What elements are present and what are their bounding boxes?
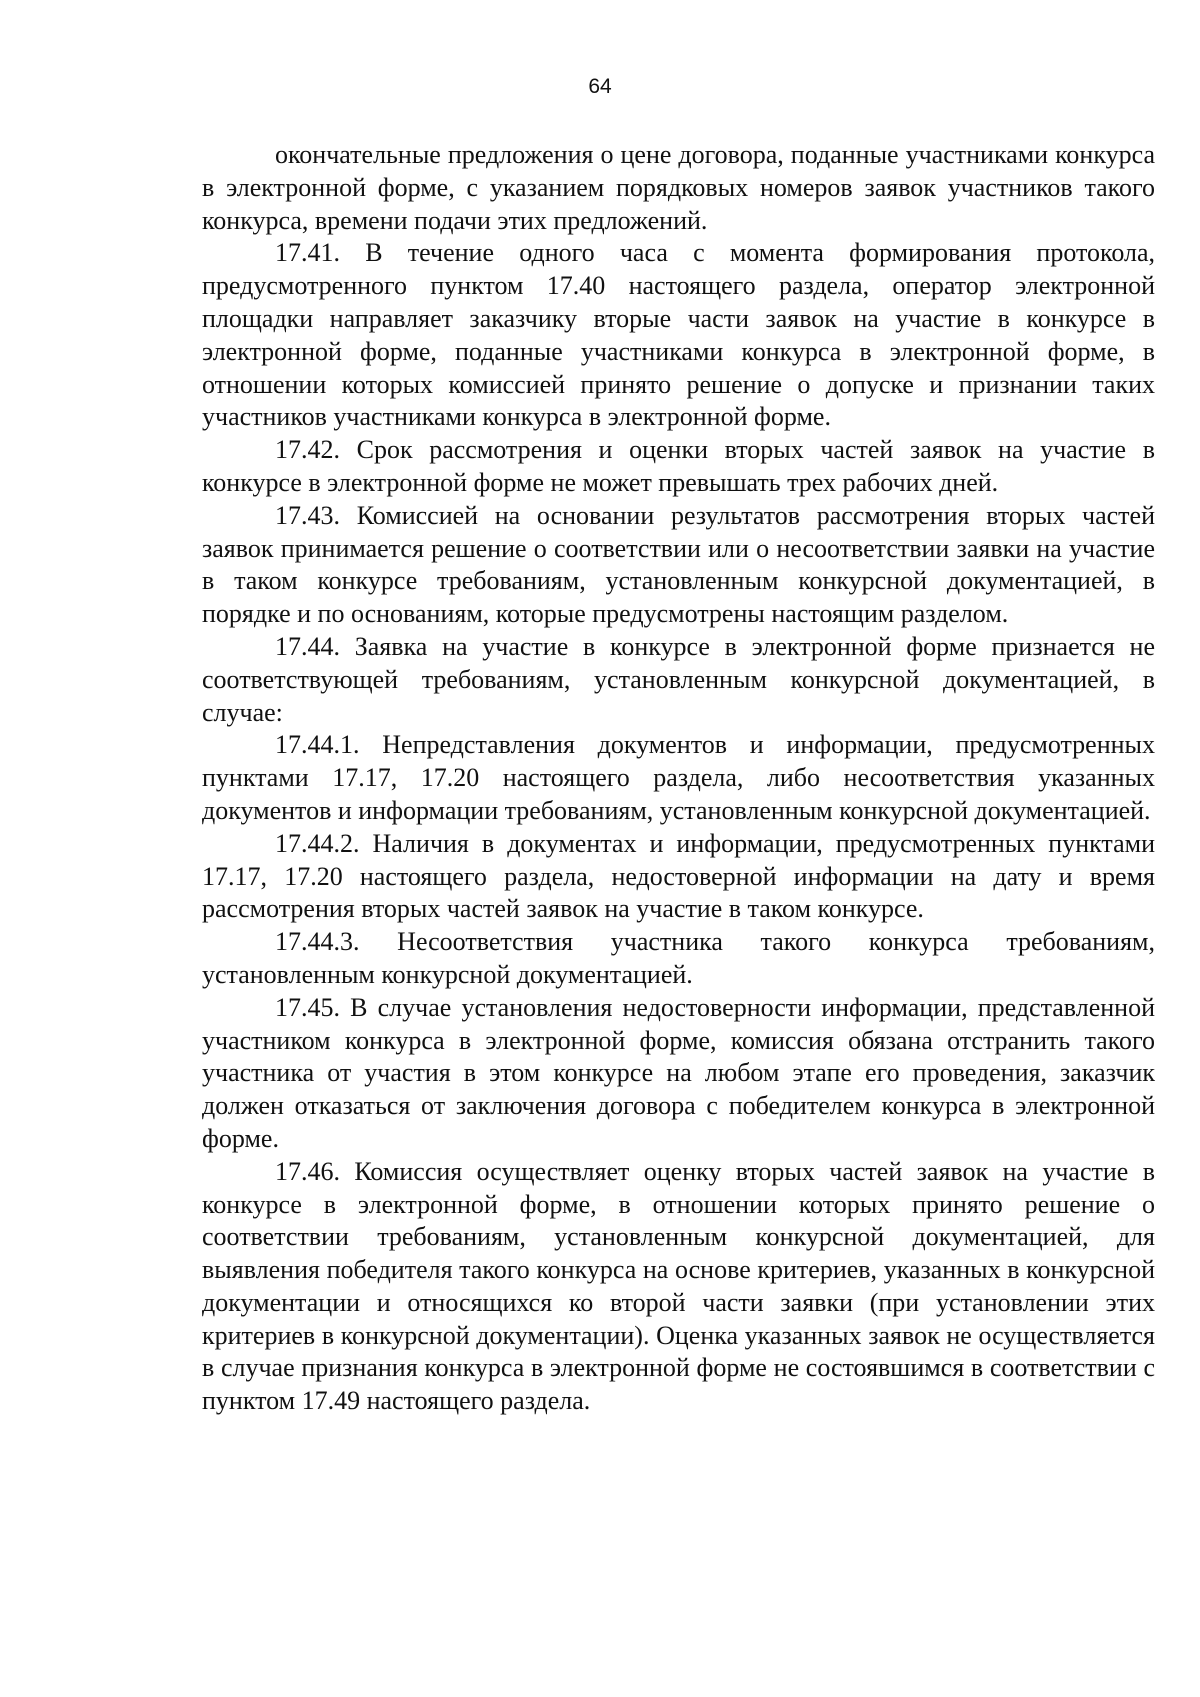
paragraph-17-43: 17.43. Комиссией на основании результатов рассмотрения вторых частей заявок принимается решение о соответствии или о несоответствии заявки на участие в таком конкурсе требованиям, установленным конкурсной документацией, в порядке и по основаниям, которые предусмотрены настоящим разделом. [202, 500, 1155, 629]
paragraph-17-44-2: 17.44.2. Наличия в документах и информации, предусмотренных пунктами 17.17, 17.20 настоящего раздела, недостоверной информации на дату и время рассмотрения вторых частей заявок на участие в таком конкурсе. [202, 828, 1155, 924]
paragraph-17-46: 17.46. Комиссия осуществляет оценку вторых частей заявок на участие в конкурсе в электронной форме, в отношении которых принято решение о соответствии требованиям, установленным конкурсной документацией, для выявления победителя такого конкурса на основе критериев, указанных в конкурсной документации и относящихся ко второй части заявки (при установлении этих критериев в конкурсной документации). Оценка указанных заявок не осуществляется в случае признания конкурса в электронной форме не состоявшимся в соответствии с пунктом 17.49 настоящего раздела. [202, 1156, 1155, 1416]
paragraph-17-42: 17.42. Срок рассмотрения и оценки вторых частей заявок на участие в конкурсе в электронной форме не может превышать трех рабочих дней. [202, 435, 1155, 497]
paragraph-17-45: 17.45. В случае установления недостоверности информации, представленной участником конкурса в электронной форме, комиссия обязана отстранить такого участника от участия в этом конкурсе на любом этапе его проведения, заказчик должен отказаться от заключения договора с победителем конкурса в электронной форме. [202, 992, 1155, 1153]
paragraph-17-44: 17.44. Заявка на участие в конкурсе в электронной форме признается не соответствующей требованиям, установленным конкурсной документацией, в случае: [202, 631, 1155, 727]
page-number: 64 [588, 75, 612, 98]
document-body [202, 139, 1155, 1418]
paragraph-17-44-3: 17.44.3. Несоответствия участника такого конкурса требованиям, установленным конкурсной документацией. [202, 927, 1155, 989]
paragraph-continuation: окончательные предложения о цене договора, поданные участниками конкурса в электронной форме, с указанием порядковых номеров заявок участников такого конкурса, времени подачи этих предложений. [202, 140, 1155, 235]
paragraph-17-44-1: 17.44.1. Непредставления документов и информации, предусмотренных пунктами 17.17, 17.20 настоящего раздела, либо несоответствия указанных документов и информации требованиям, установленным конкурсной документацией. [202, 730, 1155, 825]
paragraph-17-41: 17.41. В течение одного часа с момента формирования протокола, предусмотренного пунктом 17.40 настоящего раздела, оператор электронной площадки направляет заказчику вторые части заявок на участие в конкурсе в электронной форме, поданные участниками конкурса в электронной форме, в отношении которых комиссией принято решение о допуске и признании таких участников участниками конкурса в электронной форме. [202, 238, 1155, 432]
